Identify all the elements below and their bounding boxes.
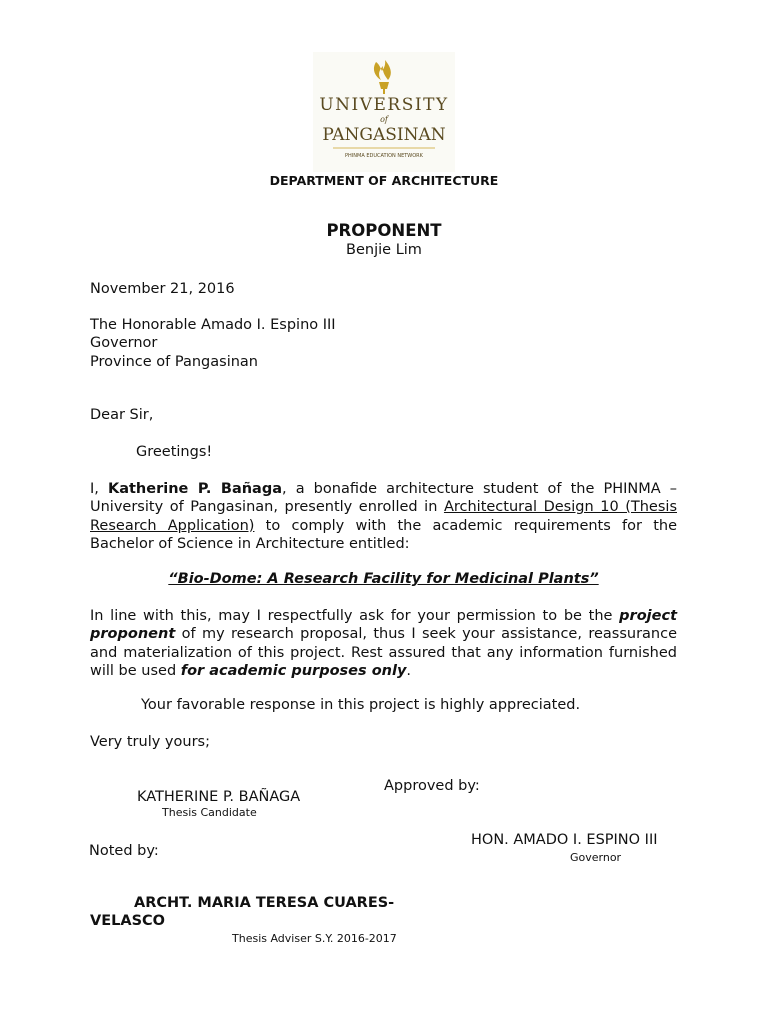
p2-emphasis-proponent: project proponent bbox=[90, 608, 677, 643]
student-name-inline: Katherine P. Bañaga bbox=[107, 481, 283, 497]
proponent-heading: PROPONENT bbox=[326, 221, 442, 240]
department-heading: DEPARTMENT OF ARCHITECTURE bbox=[269, 173, 499, 188]
paragraph-request bbox=[90, 607, 677, 680]
university-logo bbox=[313, 52, 455, 172]
torch-icon bbox=[374, 60, 391, 94]
logo-text-of: of bbox=[380, 115, 388, 124]
closing-paragraph: Your favorable response in this project is highly appreciated. bbox=[141, 697, 581, 713]
logo-text-network: PHINMA EDUCATION NETWORK bbox=[345, 153, 423, 159]
greeting: Greetings! bbox=[136, 444, 213, 460]
approver-name: HON. AMADO I. ESPINO III bbox=[471, 832, 658, 848]
p2-text-c: . bbox=[406, 662, 412, 679]
p2-text-b: of my research proposal, thus I seek your assistance, reassurance and materialization of this project. Rest assured that any information furnished will be used bbox=[90, 626, 677, 679]
recipient-org: Province of Pangasinan bbox=[90, 354, 258, 370]
salutation: Dear Sir, bbox=[90, 407, 154, 423]
university-logo-graphic bbox=[313, 52, 455, 172]
candidate-role: Thesis Candidate bbox=[162, 806, 257, 819]
closing-line: Very truly yours; bbox=[90, 734, 210, 750]
course-name: Architectural Design 10 (Thesis Research Application) bbox=[90, 499, 677, 534]
paragraph-intro bbox=[90, 480, 677, 553]
approver-role: Governor bbox=[570, 851, 622, 864]
recipient-title: Governor bbox=[90, 335, 158, 351]
p2-text-a: In line with this, may I respectfully ask for your permission to be the bbox=[90, 608, 620, 624]
recipient-name: The Honorable Amado I. Espino III bbox=[90, 317, 336, 333]
p2-emphasis-academic: for academic purposes only bbox=[180, 662, 407, 679]
noted-label: Noted by: bbox=[89, 843, 159, 859]
adviser-name-line-2: VELASCO bbox=[90, 913, 165, 929]
p1-text-a: I, bbox=[90, 481, 108, 497]
adviser-role: Thesis Adviser S.Y. 2016-2017 bbox=[232, 932, 397, 945]
p1-text-c: to comply with the academic requirements for the Bachelor of Science in Architecture entitled: bbox=[90, 517, 678, 552]
approved-label: Approved by: bbox=[384, 778, 480, 794]
adviser-name-line-1: ARCHT. MARIA TERESA CUARES- bbox=[134, 895, 395, 911]
logo-text-university: UNIVERSITY bbox=[319, 95, 449, 115]
candidate-name: KATHERINE P. BAÑAGA bbox=[137, 789, 301, 805]
letter-date: November 21, 2016 bbox=[90, 281, 235, 297]
p1-text-b: , a bonafide architecture student of the PHINMA – University of Pangasinan, presently enrolled in bbox=[90, 481, 677, 516]
thesis-title: “Bio-Dome: A Research Facility for Medicinal Plants” bbox=[168, 571, 599, 587]
proponent-name: Benjie Lim bbox=[346, 242, 422, 258]
logo-text-pangasinan: PANGASINAN bbox=[322, 125, 446, 145]
